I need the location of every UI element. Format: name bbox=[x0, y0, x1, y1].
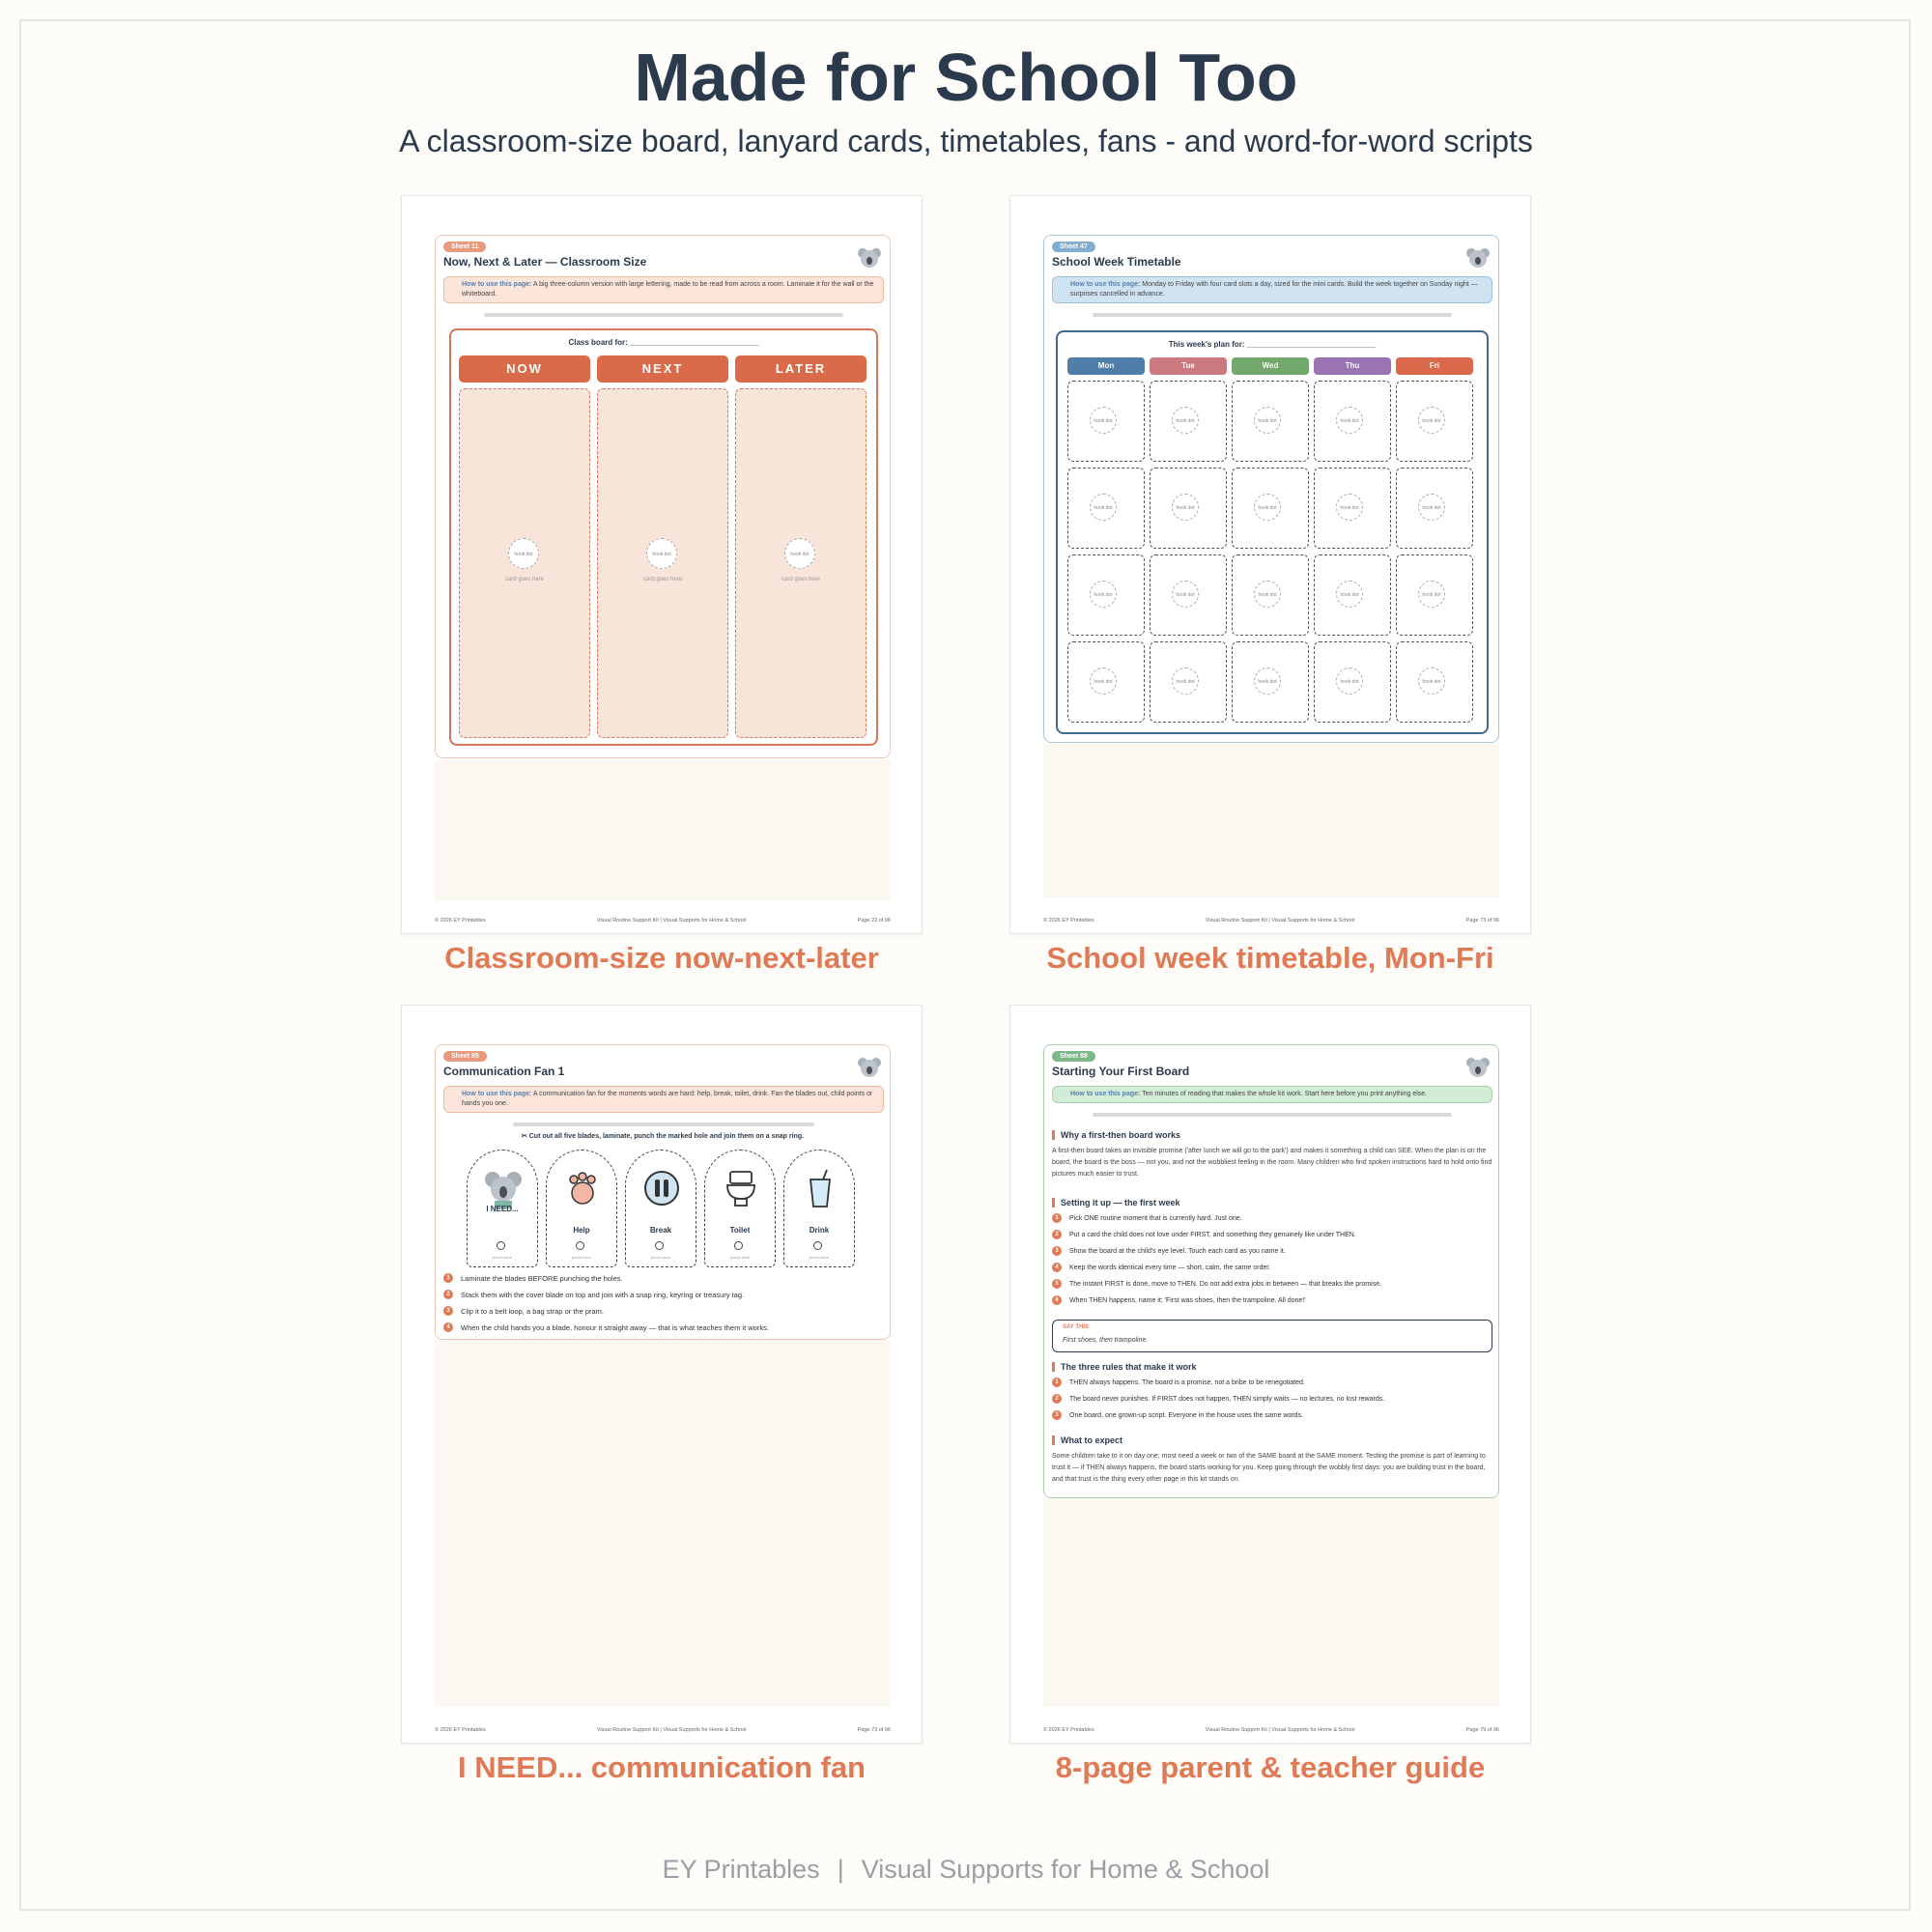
preview-card-now-next-later bbox=[401, 195, 923, 934]
preview-card-guide bbox=[1009, 1005, 1531, 1744]
footer-kit: Visual Routine Support Kit | Visual Supports for Home & School bbox=[596, 918, 747, 923]
guide-step bbox=[1052, 1263, 1270, 1272]
hook-dot: hook dot bbox=[1090, 668, 1117, 695]
divider bbox=[484, 313, 843, 317]
hook-dot: hook dot bbox=[1336, 407, 1363, 434]
say-this-box bbox=[1052, 1320, 1492, 1352]
punch-text: punch here bbox=[492, 1255, 512, 1260]
preview-card-timetable bbox=[1009, 195, 1531, 934]
footer-copyright: © 2026 EY Printables bbox=[435, 918, 486, 923]
page-blank-area bbox=[435, 1340, 891, 1707]
hook-dot: hook dot bbox=[508, 538, 539, 569]
hook-dot: hook dot bbox=[1172, 581, 1199, 608]
brand-footer bbox=[0, 1855, 1932, 1885]
sheet-footer bbox=[1043, 918, 1499, 923]
brand-tagline: Visual Supports for Home & School bbox=[861, 1855, 1270, 1884]
hook-dot: hook dot bbox=[1254, 407, 1281, 434]
footer-copyright: © 2026 EY Printables bbox=[1043, 918, 1094, 923]
sheet-title: Starting Your First Board bbox=[1052, 1065, 1190, 1078]
section-heading: The three rules that make it work bbox=[1052, 1362, 1197, 1372]
step-text: Show the board at the child's eye level. Touch each card as you name it. bbox=[1069, 1247, 1286, 1255]
card-slot bbox=[1314, 381, 1391, 462]
hook-dot: hook dot bbox=[1336, 581, 1363, 608]
scissors-icon: ✂ bbox=[521, 1133, 527, 1140]
card-slot bbox=[1067, 381, 1145, 462]
sheet-tag: Sheet 88 bbox=[1052, 1051, 1095, 1062]
card-goes-here: card goes here bbox=[781, 577, 821, 582]
punch-hole bbox=[655, 1241, 664, 1250]
hook-dot: hook dot bbox=[1254, 581, 1281, 608]
card-slot bbox=[1232, 468, 1309, 549]
section-heading: Why a first-then board works bbox=[1052, 1130, 1180, 1140]
step-number-4: 4 bbox=[443, 1322, 453, 1332]
hook-dot: hook dot bbox=[1172, 668, 1199, 695]
footer-kit: Visual Routine Support Kit | Visual Supports for Home & School bbox=[1205, 918, 1355, 923]
card-slot bbox=[1232, 381, 1309, 462]
say-this-text: First shoes, then trampoline. bbox=[1063, 1337, 1149, 1344]
board-label: This week's plan for: bbox=[1168, 340, 1245, 349]
board-label: Class board for: bbox=[568, 338, 628, 347]
how-to-label: How to use this page: bbox=[462, 1091, 532, 1097]
hook-dot: hook dot bbox=[1336, 668, 1363, 695]
step-text: Clip it to a belt loop, a bag strap or the pram. bbox=[461, 1306, 604, 1316]
week-board bbox=[1056, 330, 1489, 734]
step-number-1: 1 bbox=[1052, 1213, 1062, 1223]
step-number-3: 3 bbox=[443, 1306, 453, 1316]
punch-text: punch here bbox=[650, 1255, 670, 1260]
sheet-page bbox=[435, 1044, 891, 1340]
hook-dot: hook dot bbox=[1090, 407, 1117, 434]
card-slot bbox=[1150, 381, 1227, 462]
step-number-2: 2 bbox=[443, 1290, 453, 1299]
punch-text: punch here bbox=[729, 1255, 750, 1260]
punch-text: punch here bbox=[809, 1255, 829, 1260]
card-slot bbox=[1396, 554, 1473, 636]
page-subtitle: A classroom-size board, lanyard cards, timetables, fans - and word-for-word scripts bbox=[399, 124, 1533, 158]
column-later-area bbox=[735, 388, 867, 738]
step-number-5: 5 bbox=[1052, 1279, 1062, 1289]
footer-kit: Visual Routine Support Kit | Visual Supports for Home & School bbox=[1205, 1727, 1355, 1733]
punch-hole bbox=[576, 1241, 584, 1250]
hook-dot: hook dot bbox=[646, 538, 677, 569]
card-slot bbox=[1232, 554, 1309, 636]
step-text: When the child hands you a blade, honour it straight away — that is what teaches them it works. bbox=[461, 1322, 769, 1332]
card-slot bbox=[1396, 468, 1473, 549]
step-number-2: 2 bbox=[1052, 1394, 1062, 1404]
day-header-thu: Thu bbox=[1314, 357, 1391, 375]
hand-icon bbox=[562, 1168, 603, 1208]
guide-step bbox=[1052, 1213, 1242, 1223]
step-number-3: 3 bbox=[1052, 1246, 1062, 1256]
page-frame bbox=[19, 19, 1911, 1911]
sheet-footer bbox=[435, 918, 891, 923]
section-heading: Setting it up — the first week bbox=[1052, 1198, 1180, 1208]
koala-icon bbox=[1465, 245, 1491, 270]
sheet-tag: Sheet 47 bbox=[1052, 242, 1095, 252]
card-slot bbox=[1396, 381, 1473, 462]
column-next-header: NEXT bbox=[597, 355, 728, 383]
caption-timetable: School week timetable, Mon-Fri bbox=[1046, 941, 1494, 975]
blade-label: Drink bbox=[809, 1226, 830, 1235]
step-number-4: 4 bbox=[1052, 1263, 1062, 1272]
how-to-text: Ten minutes of reading that makes the whole kit work. Start here before you print anything else. bbox=[1142, 1091, 1428, 1097]
footer-page: Page 73 of 96 bbox=[857, 1727, 891, 1733]
fan-blade-i-need bbox=[467, 1150, 538, 1267]
sheet-page bbox=[435, 235, 891, 758]
brand-name: EY Printables bbox=[662, 1855, 820, 1884]
caption-communication-fan: I NEED... communication fan bbox=[458, 1750, 866, 1784]
section-paragraph: A first-then board takes an invisible promise ('after lunch we will go to the park') and makes it something a child can SEE. When the plan is on the board, the board is the boss — not you, and not the wobbliest feeling in the room. Many children who find spoken instructions hard to hold onto find pictures much easier to trust. bbox=[1052, 1148, 1492, 1178]
hook-dot: hook dot bbox=[1418, 668, 1445, 695]
day-header-mon: Mon bbox=[1067, 357, 1145, 375]
board-label-row: This week's plan for: ______________________________ bbox=[1168, 340, 1377, 349]
step-number-1: 1 bbox=[1052, 1378, 1062, 1387]
step-text: Keep the words identical every time — short, calm, the same order. bbox=[1069, 1264, 1271, 1271]
day-header-tue: Tue bbox=[1150, 357, 1227, 375]
step-text: Pick ONE routine moment that is currently hard. Just one. bbox=[1069, 1214, 1242, 1222]
step-text: Stack them with the cover blade on top and join with a snap ring, keyring or treasury tag. bbox=[461, 1290, 745, 1299]
koala-icon bbox=[857, 1055, 882, 1080]
pause-icon bbox=[641, 1168, 682, 1208]
section-heading: What to expect bbox=[1052, 1435, 1122, 1445]
toilet-icon bbox=[721, 1168, 761, 1208]
how-to-label: How to use this page: bbox=[1070, 281, 1141, 288]
caption-guide: 8-page parent & teacher guide bbox=[1055, 1750, 1486, 1784]
how-to-box bbox=[1052, 276, 1492, 303]
hook-dot: hook dot bbox=[1254, 494, 1281, 521]
divider bbox=[1093, 1113, 1452, 1117]
punch-hole bbox=[497, 1241, 505, 1250]
say-this-label: SAY THIS bbox=[1063, 1324, 1090, 1330]
hook-dot: hook dot bbox=[1418, 581, 1445, 608]
blade-label: I NEED... bbox=[486, 1205, 519, 1213]
class-board bbox=[449, 328, 878, 746]
how-to-label: How to use this page: bbox=[462, 281, 532, 288]
sheet-footer bbox=[435, 1727, 891, 1733]
fan-step bbox=[443, 1306, 604, 1316]
sheet-tag: Sheet 85 bbox=[443, 1051, 487, 1062]
cup-icon bbox=[800, 1168, 840, 1208]
card-slot bbox=[1067, 468, 1145, 549]
fan-blade-break bbox=[625, 1150, 696, 1267]
hook-dot: hook dot bbox=[1172, 494, 1199, 521]
fan-step bbox=[443, 1273, 623, 1283]
koala-icon bbox=[857, 245, 882, 270]
hook-dot: hook dot bbox=[784, 538, 815, 569]
sheet-page bbox=[1043, 235, 1499, 743]
caption-now-next-later: Classroom-size now-next-later bbox=[444, 941, 879, 975]
card-slot bbox=[1150, 468, 1227, 549]
hook-dot: hook dot bbox=[1336, 494, 1363, 521]
guide-step bbox=[1052, 1378, 1305, 1387]
how-to-text: A big three-column version with large lettering, made to be read from across a room. Laminate it for the wall or the whiteboard. bbox=[462, 281, 874, 298]
step-text: The board never punishes. If FIRST does not happen, THEN simply waits — no lectures, no lost rewards. bbox=[1069, 1395, 1385, 1403]
cut-note bbox=[436, 1132, 890, 1140]
column-next-area bbox=[597, 388, 728, 738]
card-slot bbox=[1232, 641, 1309, 723]
page-blank-area bbox=[435, 760, 891, 900]
punch-text: punch here bbox=[571, 1255, 591, 1260]
how-to-box bbox=[1052, 1086, 1492, 1103]
sheet-title: Communication Fan 1 bbox=[443, 1065, 565, 1078]
step-text: The instant FIRST is done, move to THEN. Do not add extra jobs in between — that breaks the promise. bbox=[1069, 1280, 1382, 1288]
footer-page: Page 73 of 96 bbox=[1465, 918, 1499, 923]
brand-separator: | bbox=[837, 1855, 844, 1884]
step-number-2: 2 bbox=[1052, 1230, 1062, 1239]
step-number-1: 1 bbox=[443, 1273, 453, 1283]
card-slot bbox=[1150, 554, 1227, 636]
divider bbox=[513, 1122, 814, 1126]
card-goes-here: card goes here bbox=[504, 577, 545, 582]
card-slot bbox=[1396, 641, 1473, 723]
day-header-fri: Fri bbox=[1396, 357, 1473, 375]
guide-step bbox=[1052, 1246, 1286, 1256]
blade-label: Toilet bbox=[729, 1226, 751, 1235]
footer-kit: Visual Routine Support Kit | Visual Supports for Home & School bbox=[596, 1727, 747, 1733]
fan-step bbox=[443, 1322, 769, 1332]
cut-note-text: Cut out all five blades, laminate, punch the marked hole and join them on a snap ring. bbox=[528, 1133, 805, 1140]
step-text: Put a card the child does not love under FIRST, and something they genuinely like under THEN. bbox=[1069, 1231, 1356, 1238]
how-to-box bbox=[443, 1086, 884, 1113]
guide-step bbox=[1052, 1279, 1381, 1289]
sheet-title: School Week Timetable bbox=[1052, 255, 1181, 269]
card-slot bbox=[1150, 641, 1227, 723]
how-to-text: A communication fan for the moments words are hard: help, break, toilet, drink. Fan the blades out, child points or hands you one. bbox=[462, 1091, 873, 1107]
how-to-label: How to use this page: bbox=[1070, 1091, 1141, 1097]
step-text: Laminate the blades BEFORE punching the holes. bbox=[461, 1273, 623, 1283]
page-blank-area bbox=[1043, 1498, 1499, 1707]
blade-label: Break bbox=[649, 1226, 672, 1235]
step-text: One board, one grown-up script. Everyone in the house uses the same words. bbox=[1069, 1411, 1304, 1419]
preview-card-communication-fan bbox=[401, 1005, 923, 1744]
page-title: Made for School Too bbox=[634, 40, 1298, 115]
step-number-6: 6 bbox=[1052, 1295, 1062, 1305]
sheet-title: Now, Next & Later — Classroom Size bbox=[443, 255, 647, 269]
punch-hole bbox=[813, 1241, 822, 1250]
hook-dot: hook dot bbox=[1254, 668, 1281, 695]
sheet-tag: Sheet 11 bbox=[443, 242, 486, 252]
sheet-footer bbox=[1043, 1727, 1499, 1733]
koala-icon bbox=[483, 1168, 524, 1208]
sheet-page bbox=[1043, 1044, 1499, 1498]
step-text: When THEN happens, name it: 'First was shoes, then the trampoline. All done!' bbox=[1069, 1296, 1306, 1304]
fan-blade-toilet bbox=[704, 1150, 776, 1267]
guide-step bbox=[1052, 1230, 1356, 1239]
footer-copyright: © 2026 EY Printables bbox=[435, 1727, 486, 1733]
hook-dot: hook dot bbox=[1090, 581, 1117, 608]
guide-step bbox=[1052, 1295, 1306, 1305]
blade-label: Help bbox=[573, 1226, 590, 1235]
footer-page: Page 79 of 96 bbox=[1465, 1727, 1499, 1733]
footer-copyright: © 2026 EY Printables bbox=[1043, 1727, 1094, 1733]
fan-step bbox=[443, 1290, 744, 1299]
step-number-3: 3 bbox=[1052, 1410, 1062, 1420]
footer-page: Page 22 of 96 bbox=[857, 918, 891, 923]
day-header-wed: Wed bbox=[1232, 357, 1309, 375]
hook-dot: hook dot bbox=[1418, 407, 1445, 434]
card-slot bbox=[1314, 554, 1391, 636]
hook-dot: hook dot bbox=[1090, 494, 1117, 521]
card-slot bbox=[1067, 641, 1145, 723]
how-to-box bbox=[443, 276, 884, 303]
column-now-area bbox=[459, 388, 590, 738]
hook-dot: hook dot bbox=[1172, 407, 1199, 434]
step-text: THEN always happens. The board is a promise, not a bribe to be renegotiated. bbox=[1069, 1378, 1305, 1386]
column-later-header: LATER bbox=[735, 355, 867, 383]
card-slot bbox=[1314, 468, 1391, 549]
fan-blade-drink bbox=[783, 1150, 855, 1267]
divider bbox=[1093, 313, 1452, 317]
fan-blade-help bbox=[546, 1150, 617, 1267]
hook-dot: hook dot bbox=[1418, 494, 1445, 521]
card-slot bbox=[1067, 554, 1145, 636]
board-label-row: Class board for: ______________________________ bbox=[568, 338, 759, 347]
section-paragraph: Some children take to it on day one; most need a week or two of the SAME board at the SAME moment. Testing the promise is part of learning to trust it — if THEN always happens, the board starts working for you. Keep going through the wobbly first days: you are building trust in the board, and that trust is the thing every other page in this kit stands on. bbox=[1052, 1453, 1486, 1483]
koala-icon bbox=[1465, 1055, 1491, 1080]
guide-step bbox=[1052, 1410, 1303, 1420]
punch-hole bbox=[734, 1241, 743, 1250]
card-slot bbox=[1314, 641, 1391, 723]
how-to-text: Monday to Friday with four card slots a day, sized for the mini cards. Build the week together on Sunday night — surprises cancelled in advance. bbox=[1070, 281, 1478, 298]
column-now-header: NOW bbox=[459, 355, 590, 383]
card-goes-here: card goes here bbox=[642, 577, 683, 582]
guide-step bbox=[1052, 1394, 1384, 1404]
page-blank-area bbox=[1043, 743, 1499, 897]
